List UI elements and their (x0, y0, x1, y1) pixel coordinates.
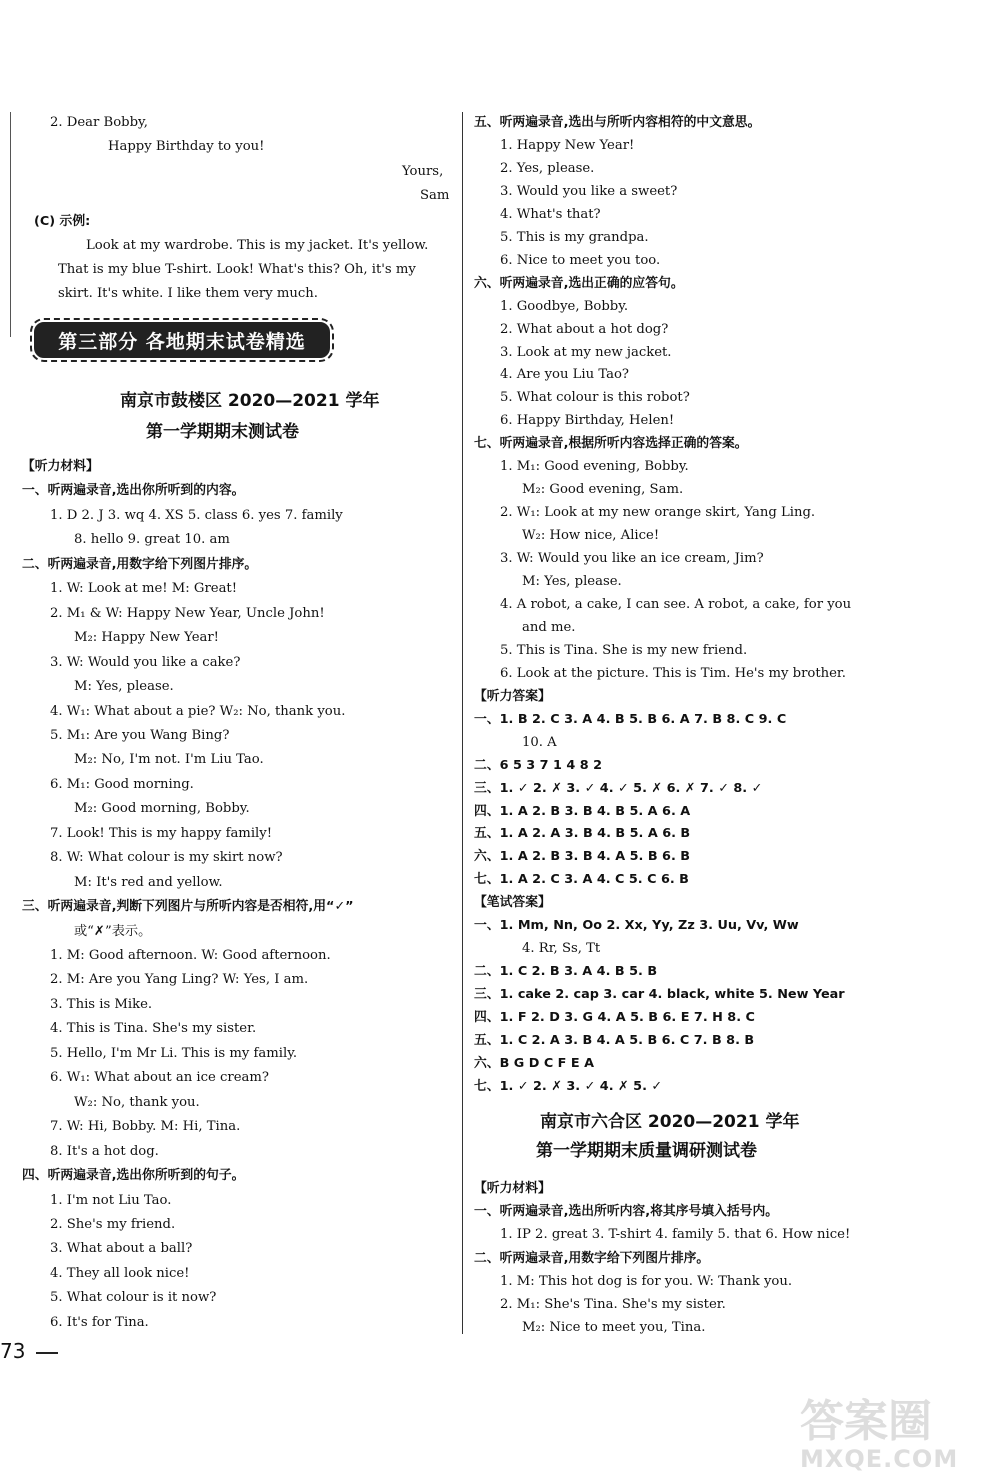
text-line: 1. W: Look at me! M: Great! (50, 581, 238, 597)
text-line: W₂: No, thank you. (74, 1094, 200, 1110)
text-line: 2. W₁: Look at my new orange skirt, Yang Ling. (500, 505, 816, 521)
letter-salutation: 2. Dear Bobby, (50, 115, 148, 130)
exam2-title: 南京市六合区 2020—2021 学年 (540, 1112, 800, 1132)
text-line: 6. W₁: What about an ice cream? (50, 1070, 269, 1086)
text-line: 2. What about a hot dog? (500, 321, 669, 337)
text-line: 1. M₁: Good evening, Bobby. (500, 459, 689, 475)
text-line: 3. W: Would you like an ice cream, Jim? (500, 551, 764, 567)
section-heading: 二、6 5 3 7 1 4 8 2 (474, 757, 603, 773)
page-number: 73 (0, 1339, 26, 1363)
text-line: 4. Are you Liu Tao? (500, 367, 629, 383)
section-heading: 六、听两遍录音,选出正确的应答句。 (474, 275, 684, 291)
text-line: 6. Happy Birthday, Helen! (500, 413, 675, 429)
text-line: 5. M₁: Are you Wang Bing? (50, 727, 230, 743)
page-number-dash (36, 1352, 58, 1354)
text-line: 3. What about a ball? (50, 1241, 193, 1257)
text-line: M₂: Good evening, Sam. (522, 482, 684, 498)
text-line: 5. This is my grandpa. (500, 229, 649, 245)
exam-title: 南京市鼓楼区 2020—2021 学年 (120, 391, 380, 411)
section-heading: 【听力答案】 (474, 688, 551, 704)
text-line: 4. This is Tina. She's my sister. (50, 1021, 257, 1037)
example-line: That is my blue T-shirt. Look! What's this? Oh, it's my (58, 262, 416, 277)
text-line: 3. This is Mike. (50, 996, 153, 1012)
text-line: 3. Would you like a sweet? (500, 183, 678, 199)
section-heading: 一、听两遍录音,选出所听内容,将其序号填入括号内。 (474, 1204, 779, 1220)
exam-subtitle: 第一学期期末测试卷 (146, 422, 299, 442)
text-line: 或“✗”表示。 (74, 923, 152, 939)
banner-text: 第三部分 各地期末试卷精选 (34, 322, 330, 358)
text-line: 4. What's that? (500, 206, 601, 222)
text-line: 8. hello 9. great 10. am (74, 532, 230, 548)
letter-body: Happy Birthday to you! (108, 139, 265, 154)
text-line: 10. A (522, 734, 557, 750)
text-line: 5. What colour is it now? (50, 1290, 217, 1306)
exam2-subtitle: 第一学期期末质量调研测试卷 (536, 1141, 757, 1161)
column-divider (462, 112, 463, 1334)
watermark-logo-text: 答案圈 (800, 1396, 932, 1447)
text-line: M₂: Happy New Year! (74, 630, 219, 646)
watermark-url: MXQE.COM (800, 1445, 959, 1473)
section-heading: 二、听两遍录音,用数字给下列图片排序。 (474, 1250, 710, 1266)
text-line: M₂: Nice to meet you, Tina. (522, 1320, 706, 1336)
text-line: 1. Happy New Year! (500, 137, 635, 153)
text-line: 1. I'm not Liu Tao. (50, 1192, 172, 1208)
text-line: 6. It's for Tina. (50, 1314, 149, 1330)
text-line: 6. Look at the picture. This is Tim. He's my brother. (500, 665, 846, 681)
text-line: 2. M: Are you Yang Ling? W: Yes, I am. (50, 972, 309, 988)
text-line: 2. She's my friend. (50, 1216, 176, 1232)
section-heading: 三、听两遍录音,判断下列图片与所听内容是否相符,用“✓” (22, 899, 354, 915)
text-line: W₂: How nice, Alice! (522, 528, 660, 544)
text-line: 7. Look! This is my happy family! (50, 825, 272, 841)
text-line: 3. W: Would you like a cake? (50, 654, 241, 670)
section-heading: 四、1. F 2. D 3. G 4. A 5. B 6. E 7. H 8. C (474, 1010, 755, 1026)
section-heading: 三、1. ✓ 2. ✗ 3. ✓ 4. ✓ 5. ✗ 6. ✗ 7. ✓ 8. ✓ (474, 780, 763, 796)
text-line: 1. IP 2. great 3. T-shirt 4. family 5. that 6. How nice! (500, 1227, 851, 1243)
text-line: 4. A robot, a cake, I can see. A robot, a cake, for you (500, 596, 852, 612)
text-line: 8. W: What colour is my skirt now? (50, 850, 283, 866)
text-line: M₂: Good morning, Bobby. (74, 801, 250, 817)
section-heading: 七、听两遍录音,根据所听内容选择正确的答案。 (474, 436, 748, 452)
section-heading: 一、1. Mm, Nn, Oo 2. Xx, Yy, Zz 3. Uu, Vv, Ww (474, 918, 799, 934)
section-heading: 一、1. B 2. C 3. A 4. B 5. B 6. A 7. B 8. C 9. C (474, 711, 787, 727)
section-heading: 二、听两遍录音,用数字给下列图片排序。 (22, 556, 258, 572)
section-heading: 【笔试答案】 (474, 895, 551, 911)
section-heading: 四、1. A 2. B 3. B 4. B 5. A 6. A (474, 803, 691, 819)
text-line: 7. W: Hi, Bobby. M: Hi, Tina. (50, 1119, 241, 1135)
text-line: 2. Yes, please. (500, 160, 595, 176)
text-line: 1. Goodbye, Bobby. (500, 298, 629, 314)
part-three-banner (30, 318, 334, 362)
section-heading: 六、1. A 2. B 3. B 4. A 5. B 6. B (474, 849, 691, 865)
text-line: and me. (522, 619, 576, 635)
section-heading: 五、听两遍录音,选出与所听内容相符的中文意思。 (474, 115, 761, 130)
section-heading: 三、1. cake 2. cap 3. car 4. black, white 5. New Year (474, 987, 845, 1003)
section-heading: 一、听两遍录音,选出你所听到的内容。 (22, 483, 245, 499)
text-line: 5. What colour is this robot? (500, 390, 690, 406)
text-line: 6. M₁: Good morning. (50, 776, 194, 792)
example-line: Look at my wardrobe. This is my jacket. It's yellow. (86, 238, 429, 253)
text-line: 4. They all look nice! (50, 1265, 190, 1281)
text-line: 1. M: This hot dog is for you. W: Thank you. (500, 1273, 793, 1289)
example-line: skirt. It's white. I like them very much. (58, 286, 318, 301)
section-heading: 七、1. A 2. C 3. A 4. C 5. C 6. B (474, 872, 689, 888)
section-heading: 六、B G D C F E A (474, 1055, 594, 1071)
text-line: M: Yes, please. (74, 679, 174, 695)
text-line: 6. Nice to meet you too. (500, 252, 661, 268)
text-line: 4. Rr, Ss, Tt (522, 941, 601, 957)
text-line: 1. M: Good afternoon. W: Good afternoon. (50, 948, 331, 963)
text-line: M: Yes, please. (522, 574, 622, 589)
text-line: M: It's red and yellow. (74, 874, 223, 890)
text-line: 1. D 2. J 3. wq 4. XS 5. class 6. yes 7. family (50, 507, 343, 523)
section-heading: 【听力材料】 (474, 1181, 551, 1196)
section-heading: 五、1. A 2. A 3. B 4. B 5. A 6. B (474, 826, 691, 842)
text-line: 4. W₁: What about a pie? W₂: No, thank you. (50, 703, 346, 719)
section-heading: 【听力材料】 (22, 459, 99, 474)
section-heading: 四、听两遍录音,选出你所听到的句子。 (22, 1168, 245, 1184)
text-line: 2. M₁ & W: Happy New Year, Uncle John! (50, 605, 325, 621)
letter-signature: Sam (420, 188, 450, 203)
watermark (800, 1385, 958, 1473)
text-line: 3. Look at my new jacket. (500, 344, 672, 360)
section-heading: 七、1. ✓ 2. ✗ 3. ✓ 4. ✗ 5. ✓ (474, 1078, 663, 1094)
text-line: 5. Hello, I'm Mr Li. This is my family. (50, 1045, 298, 1061)
section-heading: 五、1. C 2. A 3. B 4. A 5. B 6. C 7. B 8. B (474, 1033, 755, 1048)
letter-closing: Yours, (402, 164, 444, 179)
text-line: 8. It's a hot dog. (50, 1143, 159, 1159)
text-line: 2. M₁: She's Tina. She's my sister. (500, 1297, 726, 1312)
example-heading: (C) 示例: (34, 214, 91, 229)
section-heading: 二、1. C 2. B 3. A 4. B 5. B (474, 964, 658, 980)
text-line: M₂: No, I'm not. I'm Liu Tao. (74, 752, 264, 768)
left-margin-rule (10, 112, 11, 337)
text-line: 5. This is Tina. She is my new friend. (500, 642, 748, 658)
